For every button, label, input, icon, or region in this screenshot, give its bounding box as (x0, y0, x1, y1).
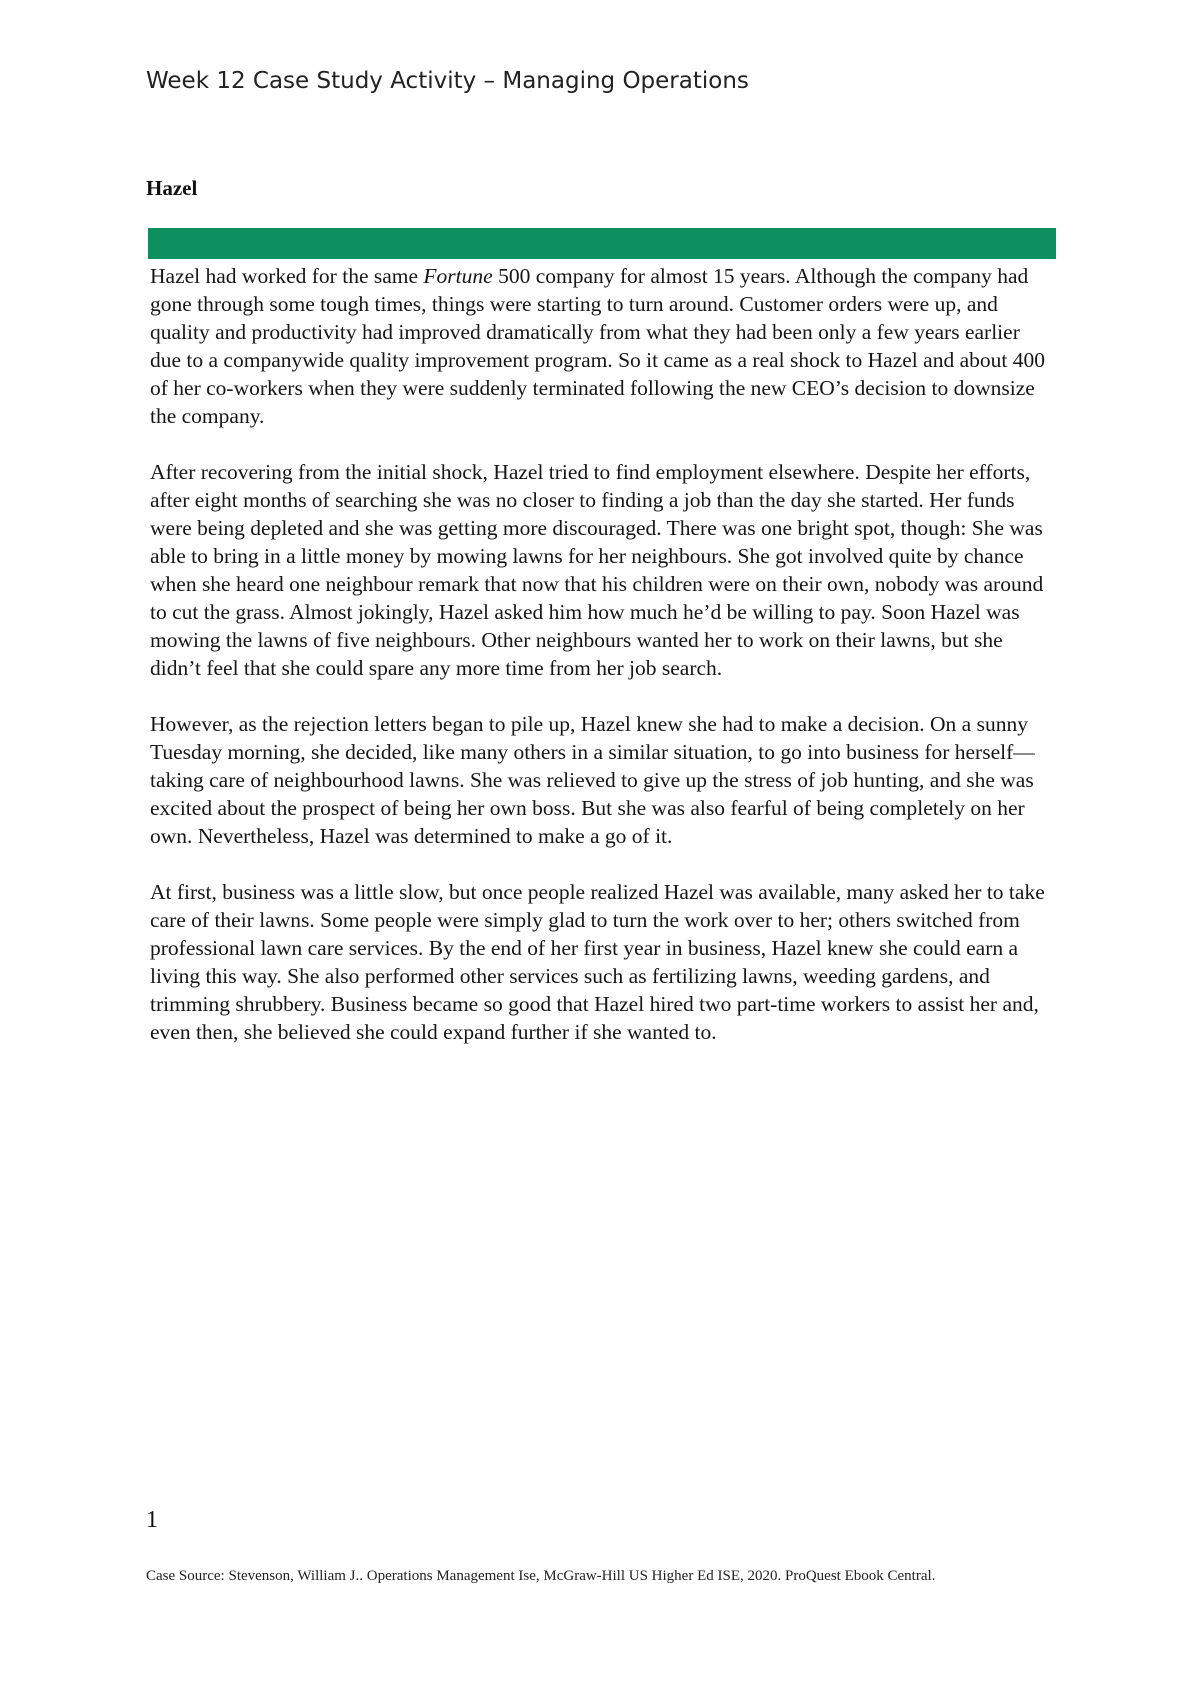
paragraph-1 (150, 262, 1056, 430)
paragraph-2: After recovering from the initial shock, Hazel tried to find employment elsewhere. Despite her efforts, after eight months of searching she was no closer to finding a job than the day she started. Her funds were being depleted and she was getting more discouraged. There was one bright spot, though: She was able to bring in a little money by mowing lawns for her neighbours. She got involved quite by chance when she heard one neighbour remark that now that his children were on their own, nobody was around to cut the grass. Almost jokingly, Hazel asked him how much he’d be willing to pay. Soon Hazel was mowing the lawns of five neighbours. Other neighbours wanted her to work on their lawns, but she didn’t feel that she could spare any more time from her job search. (150, 460, 1044, 680)
paragraph-1-rest: 500 company for almost 15 years. Although the company had gone through some tough times, things were starting to turn around. Customer orders were up, and quality and productivity had improved dramatically from what they had been only a few years earlier due to a companywide quality improvement program. So it came as a real shock to Hazel and about 400 of her co-workers when they were suddenly terminated following the new CEO’s decision to downsize the company. (150, 264, 1045, 428)
paragraph-4: At first, business was a little slow, but once people realized Hazel was available, many asked her to take care of their lawns. Some people were simply glad to turn the work over to her; others switched from professional lawn care services. By the end of her first year in business, Hazel knew she could earn a living this way. She also performed other services such as fertilizing lawns, weeding gardens, and trimming shrubbery. Business became so good that Hazel hired two part-time workers to assist her and, even then, she believed she could expand further if she wanted to. (150, 880, 1045, 1044)
paragraph-3: However, as the rejection letters began to pile up, Hazel knew she had to make a decision. On a sunny Tuesday morning, she decided, like many others in a similar situation, to go into business for herself—taking care of neighbourhood lawns. She was relieved to give up the stress of job hunting, and she was excited about the prospect of being her own boss. But she was also fearful of being completely on her own. Nevertheless, Hazel was determined to make a go of it. (150, 712, 1035, 848)
page-header-title: Week 12 Case Study Activity – Managing Operations (146, 68, 749, 94)
page-number: 1 (146, 1507, 158, 1533)
paragraph-1-start: Hazel had worked for the same (150, 264, 424, 288)
case-heading: Hazel (146, 176, 198, 200)
case-body (150, 262, 1056, 1074)
accent-bar (148, 228, 1056, 259)
case-source-footnote: Case Source: Stevenson, William J.. Operations Management Ise, McGraw-Hill US Higher Ed ISE, 2020. ProQuest Ebook Central. (146, 1568, 936, 1584)
fortune-italic: Fortune (423, 264, 493, 288)
